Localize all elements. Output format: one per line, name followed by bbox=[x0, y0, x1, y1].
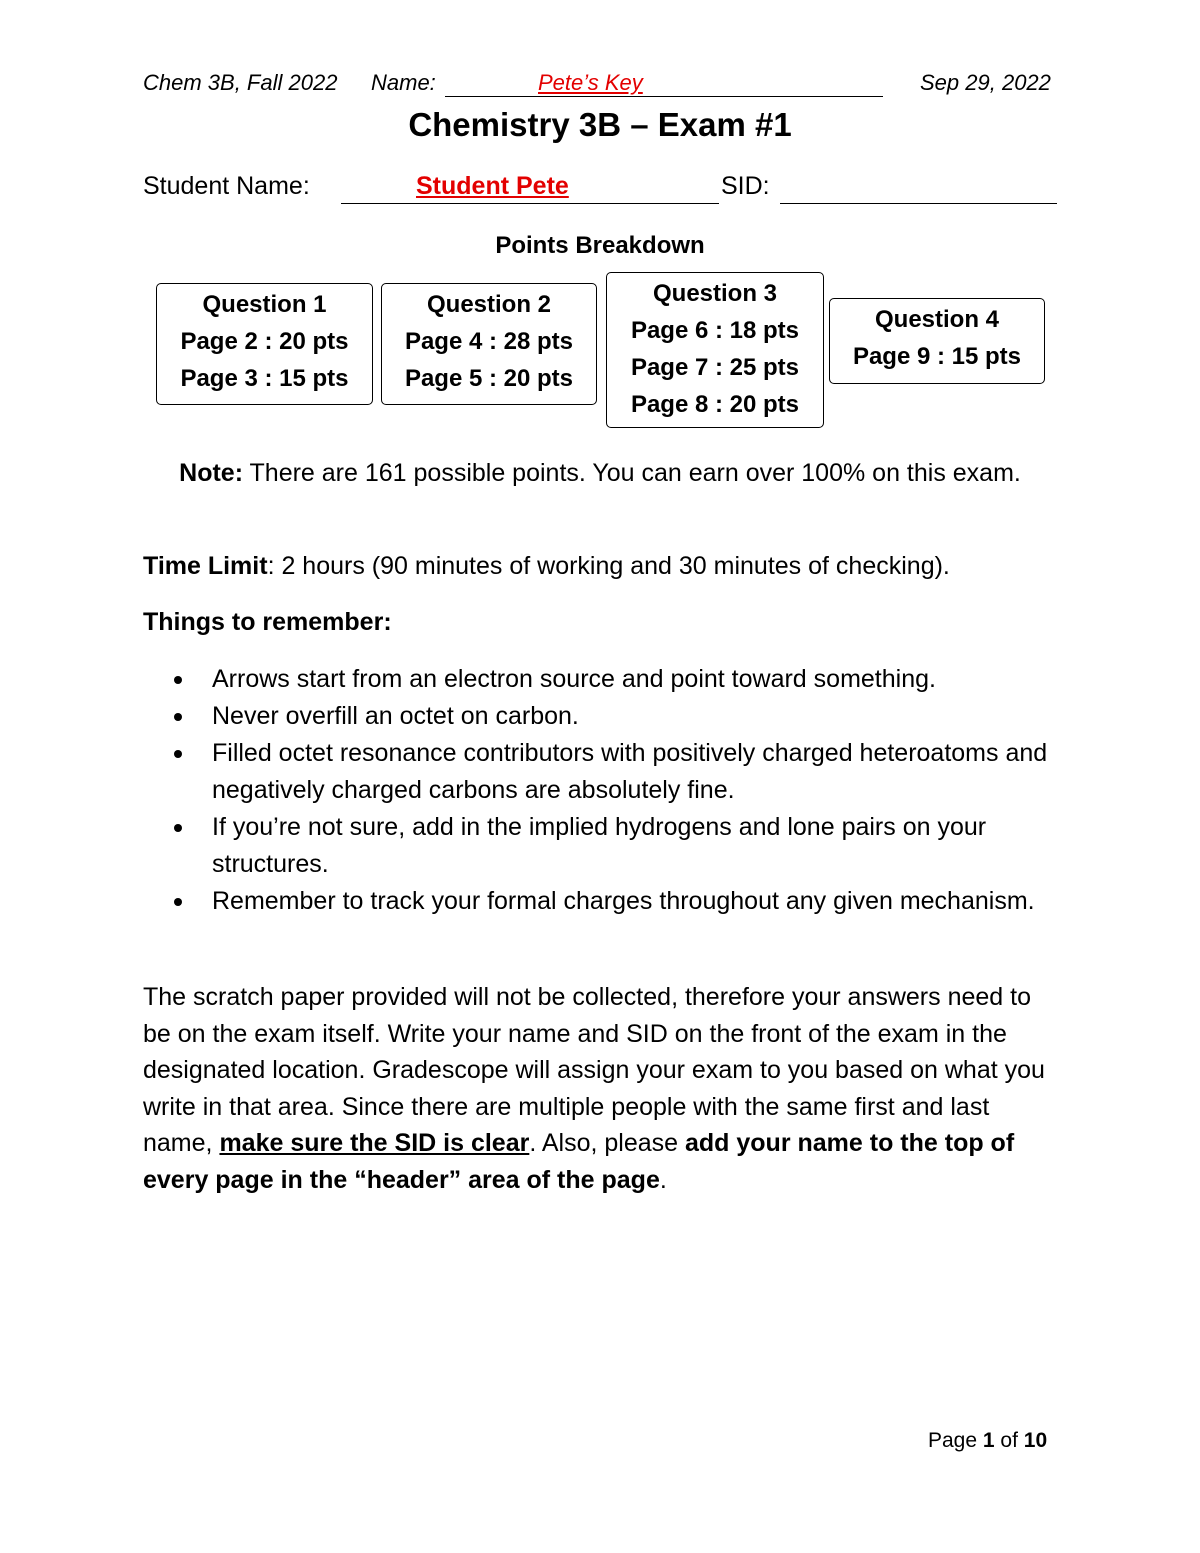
sid-label: SID: bbox=[721, 172, 770, 200]
instructions-paragraph: The scratch paper provided will not be collected, therefore your answers need to be on the exam itself. Write your name and SID on the front of the exam in the designated location. Gradescope will assign your exam to you based on what you write in that area. Since there are multiple people with the same first and last name, make sure the SID is clear. Also, please add your name to the top of every page in the “header” area of the page. bbox=[143, 983, 1045, 1194]
student-name-label: Student Name: bbox=[143, 172, 310, 200]
page-title: Chemistry 3B – Exam #1 bbox=[408, 106, 792, 143]
list-item: If you’re not sure, add in the implied hydrogens and lone pairs on your structures. bbox=[143, 809, 1063, 883]
question-3-box bbox=[606, 272, 824, 428]
question-page-line: Page 7 : 25 pts bbox=[630, 354, 800, 381]
question-page-line: Page 9 : 15 pts bbox=[852, 343, 1022, 370]
page-number: Page 1 of 10 bbox=[928, 1429, 1048, 1452]
question-page-line: Page 2 : 20 pts bbox=[180, 328, 349, 355]
question-page-line: Page 5 : 20 pts bbox=[404, 365, 574, 392]
sid-field bbox=[780, 176, 1057, 204]
note-paragraph bbox=[140, 455, 1060, 491]
reminder-list bbox=[143, 661, 1063, 920]
time-limit-paragraph bbox=[143, 548, 1063, 584]
student-name-field bbox=[341, 172, 719, 204]
header-instruction: add your name to the top of every page in the “header” area of the page bbox=[143, 1129, 1015, 1194]
header-course: Chem 3B, Fall 2022 bbox=[143, 70, 338, 95]
bullet-icon bbox=[174, 750, 182, 758]
bullet-icon bbox=[174, 824, 182, 832]
question-label: Question 1 bbox=[202, 291, 327, 318]
bullet-icon bbox=[174, 676, 182, 684]
points-breakdown-title: Points Breakdown bbox=[495, 232, 705, 259]
header-name-field bbox=[445, 70, 883, 97]
question-4-box bbox=[829, 298, 1045, 384]
question-2-box bbox=[381, 283, 597, 405]
question-label: Question 3 bbox=[652, 280, 778, 307]
student-name-value: Student Pete bbox=[416, 172, 569, 200]
question-label: Question 2 bbox=[426, 291, 552, 318]
header-name-value: Pete’s Key bbox=[538, 70, 643, 95]
question-label: Question 4 bbox=[874, 306, 1000, 333]
list-item: Never overfill an octet on carbon. bbox=[143, 698, 1063, 735]
note-label: Note: bbox=[179, 459, 244, 487]
header-date: Sep 29, 2022 bbox=[920, 70, 1051, 95]
question-page-line: Page 3 : 15 pts bbox=[180, 365, 349, 392]
time-limit-label: Time Limit bbox=[143, 552, 268, 580]
question-page-line: Page 4 : 28 pts bbox=[404, 328, 574, 355]
sid-emphasis: make sure the SID is clear bbox=[219, 1129, 530, 1157]
question-1-box bbox=[156, 283, 373, 405]
question-page-line: Page 8 : 20 pts bbox=[630, 391, 800, 418]
things-to-remember-heading: Things to remember: bbox=[143, 608, 392, 636]
header-name-label: Name: bbox=[371, 70, 436, 95]
list-item: Arrows start from an electron source and point toward something. bbox=[143, 661, 1063, 698]
question-page-line: Page 6 : 18 pts bbox=[630, 317, 800, 344]
bullet-icon bbox=[174, 713, 182, 721]
list-item: Remember to track your formal charges throughout any given mechanism. bbox=[143, 883, 1063, 920]
note-text: There are 161 possible points. You can earn over 100% on this exam. bbox=[243, 459, 1021, 487]
list-item: Filled octet resonance contributors with positively charged heteroatoms and negatively charged carbons are absolutely fine. bbox=[143, 735, 1063, 809]
bullet-icon bbox=[174, 898, 182, 906]
time-limit-text: : 2 hours (90 minutes of working and 30 minutes of checking). bbox=[267, 552, 950, 580]
